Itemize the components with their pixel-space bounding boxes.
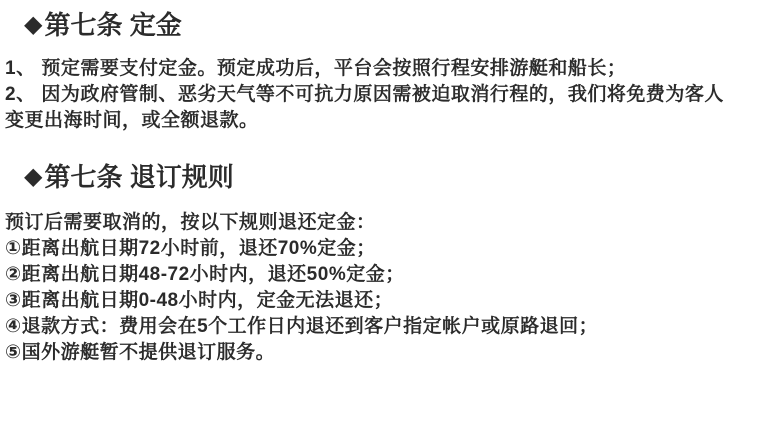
paragraph-line: 1、 预定需要支付定金。预定成功后，平台会按照行程安排游艇和船长； [5,58,627,79]
rules-intro-line: 预订后需要取消的，按以下规则退还定金： [5,212,376,233]
rule-line: ②距离出航日期48-72小时内，退还50%定金； [5,264,405,285]
section-title: 第七条 定金 [44,10,182,40]
section-heading-cancellation [0,160,770,194]
deposit-terms-paragraph [0,56,770,134]
paragraph-line: 2、 因为政府管制、恶劣天气等不可抗力原因需被迫取消行程的，我们将免费为客人 [5,84,724,105]
paragraph-line: 变更出海时间，或全额退款。 [5,110,259,131]
cancellation-rules-list [0,210,770,366]
diamond-bullet-icon: ◆ [24,163,43,190]
rule-line: ④退款方式：费用会在5个工作日内退还到客户指定帐户或原路退回； [5,316,599,337]
section-title: 第七条 退订规则 [44,162,234,192]
section-heading-deposit [0,8,770,42]
rule-line: ③距离出航日期0-48小时内，定金无法退还； [5,290,394,311]
rule-line: ⑤国外游艇暂不提供退订服务。 [5,342,276,363]
diamond-bullet-icon: ◆ [24,11,43,38]
rule-line: ①距离出航日期72小时前，退还70%定金； [5,238,376,259]
